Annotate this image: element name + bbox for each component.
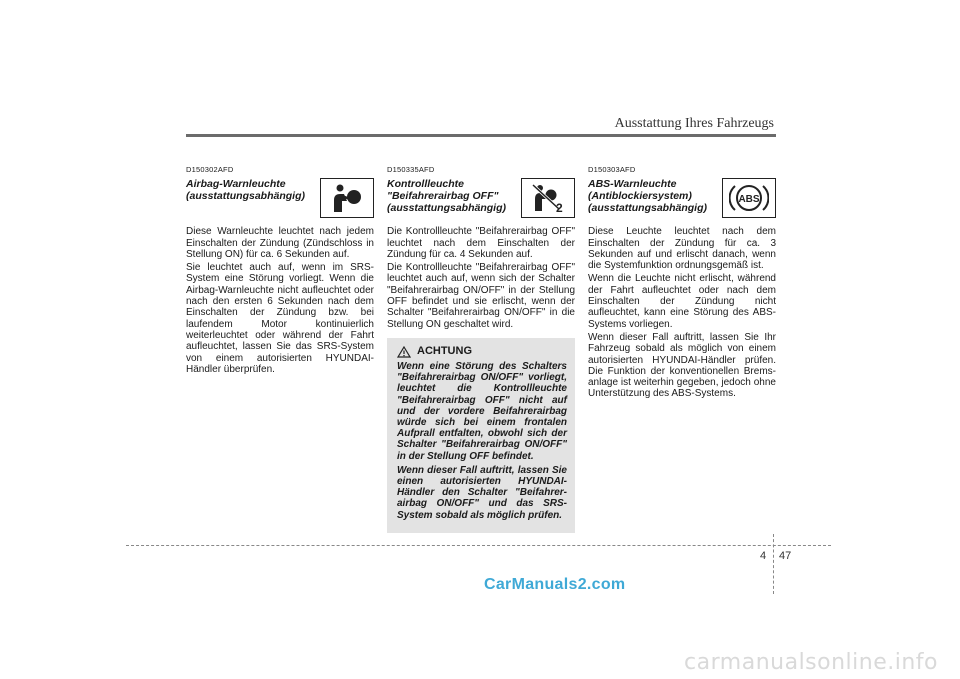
caution-text: Wenn dieser Fall auftritt, lassen Sie einen autorisierten HYUNDAI-Händler den Schalter "Beifahrer-airbag ON/OFF" und das SRS-System sobald als möglich prüfen. [397, 464, 567, 521]
watermark-carmanualsonline: carmanualsonline.info [684, 650, 938, 675]
header-rule [186, 134, 776, 137]
paragraph: Wenn dieser Fall auftritt, lassen Sie Ihr Fahrzeug sobald als möglich von einem autorisierten HYUNDAI-Händler prüfen. Die Funktion der konventionellen Brems-anlage ist weiterhin gegeben, jedoch ohne Unterstützung des ABS-Systems. [588, 331, 776, 400]
caution-box [387, 338, 575, 533]
chapter-number: 4 [760, 550, 767, 562]
section-airbag-warning [186, 164, 374, 375]
section-code: D150302AFD [186, 165, 234, 174]
svg-text:ABS: ABS [738, 194, 760, 206]
section-code: D150303AFD [588, 165, 636, 174]
abs-warning-icon [722, 178, 776, 218]
caution-text: Wenn eine Störung des Schalters "Beifahrerairbag ON/OFF" vorliegt, leuchtet die Kontrollleuchte "Beifahrerairbag OFF" nicht auf und der vordere Beifahrerairbag würde sich bei einem frontalen Aufprall entfalten, obwohl sich der Schalter "Beifahrerairbag ON/OFF" in der Stellung OFF befindet. [397, 360, 567, 462]
section-abs-warning [588, 164, 776, 400]
footer-divider [773, 534, 774, 594]
paragraph: Diese Leuchte leuchtet nach dem Einschalten der Zündung für ca. 3 Sekunden auf und erlischt danach, wenn die Systemfunktion ordnungsgemäß ist. [588, 226, 776, 272]
page-header-title: Ausstattung Ihres Fahrzeugs [614, 116, 774, 131]
svg-text:2: 2 [556, 201, 563, 214]
paragraph: Die Kontrollleuchte "Beifahrerairbag OFF" leuchtet nach dem Einschalten der Zündung für ca. 4 Sekunden auf. [387, 226, 575, 260]
section-code: D150335AFD [387, 165, 435, 174]
section-title: ABS-Warnleuchte (Antiblockiersystem) (ausstattungsabhängig) [588, 178, 708, 215]
section-title: Airbag-Warnleuchte (ausstattungsabhängig) [186, 178, 306, 203]
paragraph: Diese Warnleuchte leuchtet nach jedem Einschalten der Zündung (Zündschloss in Stellung ON) für ca. 6 Sekunden auf. [186, 226, 374, 260]
footer-rule [126, 545, 831, 546]
paragraph: Die Kontrollleuchte "Beifahrerairbag OFF" leuchtet auch auf, wenn sich der Schalter "Beifahrerairbag ON/OFF" in der Stellung OFF befindet und sie erlischt, wenn der Schalter "Beifahrerairbag ON/OFF" in die Stellung ON geschaltet wird. [387, 262, 575, 330]
airbag-warning-icon [320, 178, 374, 218]
page-number: 47 [779, 550, 792, 562]
watermark-carmanuals2: CarManuals2.com [484, 576, 626, 593]
caution-heading: ACHTUNG [397, 346, 567, 358]
section-passenger-airbag-off [387, 164, 575, 533]
passenger-airbag-off-icon [521, 178, 575, 218]
section-title: Kontrollleuchte "Beifahrerairbag OFF" (ausstattungsabhängig) [387, 178, 507, 215]
warning-triangle-icon [397, 346, 411, 358]
paragraph: Sie leuchtet auch auf, wenn im SRS-System eine Störung vorliegt. Wenn die Airbag-Warnleuchte nicht aufleuchtet oder nach den ersten 6 Sekunden nach dem Einschalten der Zündung bzw. bei laufendem Motor kontinuierlich weiterleuchtet oder während der Fahrt aufleuchtet, lassen Sie das SRS-System von einem autorisierten HYUNDAI-Händler überprüfen. [186, 262, 374, 375]
paragraph: Wenn die Leuchte nicht erlischt, während der Fahrt aufleuchtet oder nach dem Einschalten der Zündung nicht aufleuchtet, kann eine Störung des ABS-Systems vorliegen. [588, 273, 776, 330]
